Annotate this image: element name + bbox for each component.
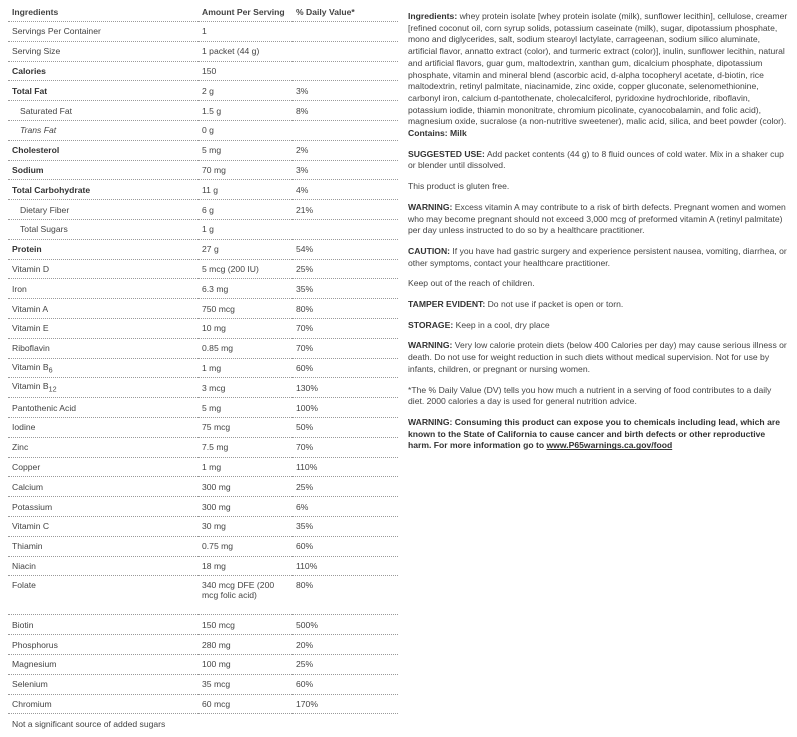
table-row: [8, 259, 398, 279]
gluten-free-note: This product is gluten free.: [408, 181, 510, 192]
row-dv: 500%: [292, 615, 398, 635]
row-amount: 35 mcg: [198, 674, 292, 694]
row-name: Riboflavin: [8, 338, 198, 358]
row-amount: 1.5 g: [198, 101, 292, 121]
row-amount: 0 g: [198, 120, 292, 140]
row-dv: 80%: [292, 299, 398, 319]
table-row: [8, 694, 398, 714]
caution-label: CAUTION:: [408, 245, 451, 256]
table-row: [8, 477, 398, 497]
row-name: [8, 358, 198, 378]
row-dv: 21%: [292, 200, 398, 220]
row-dv: 4%: [292, 180, 398, 200]
row-name: Chromium: [8, 694, 198, 714]
row-amount: 30 mg: [198, 516, 292, 536]
table-row: [8, 654, 398, 674]
row-dv: 110%: [292, 556, 398, 576]
row-amount: 150 mcg: [198, 615, 292, 635]
table-row: [8, 556, 398, 576]
row-dv: 60%: [292, 674, 398, 694]
row-name: Servings Per Container: [8, 22, 198, 42]
added-sugars-note: Not a significant source of added sugars: [12, 718, 166, 729]
row-dv: 3%: [292, 81, 398, 101]
row-dv: [292, 61, 398, 81]
ingredients-paragraph: [408, 11, 789, 140]
daily-value-note: *The % Daily Value (DV) tells you how much a nutrient in a serving of food contributes to a daily diet. 2000 calories a day is used for general nutrition advice.: [408, 384, 772, 407]
row-name: Folate: [8, 576, 198, 615]
row-amount: 1 packet (44 g): [198, 41, 292, 61]
table-row: [8, 576, 398, 615]
table-row: [8, 180, 398, 200]
row-dv: 70%: [292, 338, 398, 358]
row-dv: 35%: [292, 516, 398, 536]
row-amount: 0.75 mg: [198, 536, 292, 556]
table-row: [8, 398, 398, 418]
row-name: [8, 378, 198, 398]
children-note: Keep out of the reach of children.: [408, 278, 535, 289]
table-row: [8, 674, 398, 694]
row-name: Thiamin: [8, 536, 198, 556]
row-name: Serving Size: [8, 41, 198, 61]
row-name-text: Vitamin B: [12, 361, 49, 372]
row-dv: 25%: [292, 654, 398, 674]
ingredients-text: whey protein isolate [whey protein isolate (milk), sunflower lecithin], cellulose, creamer [refined coconut oil, corn syrup solids, potassium caseinate (milk), sugar, dipotassium phosphate, mono and diglycerides, salt, sodium stearoyl lactylate, carrageenan, sodium silico aluminate, artificial flavor, annatto extract (color), and turmeric extract (color)], inulin, sunflower lecithin, natural and artificial flavors, guar gum, maltodextrin, xanthan gum, dicalcium phosphate, dipotassium phosphate, vitamin and mineral blend (ascorbic acid, d-alpha tocopheryl acetate, d-biotin, rice maltodextrin, retinyl palmitate, niacinamide, zinc oxide, copper gluconate, selenomethionine, carbonyl iron, calcium d-pantothenate, cholecalciferol, pyridoxine hydrochloride, riboflavin, potassium iodide, thiamin mononitrate, chromium picolinate, cyanocobalamin, and folic acid), magnesium oxide, sucralose (a non-nutritive sweetener), malic acid, silica, and beet powder (color).: [408, 11, 788, 127]
row-dv: 50%: [292, 417, 398, 437]
storage-label: STORAGE:: [408, 319, 454, 330]
table-row: [8, 615, 398, 635]
row-name-subscript: 12: [48, 386, 57, 395]
row-amount: 1 mg: [198, 358, 292, 378]
vitamin-a-warning: [408, 202, 789, 237]
prop65-warning: [408, 417, 789, 452]
row-amount: 6.3 mg: [198, 279, 292, 299]
table-footnote-row: [8, 714, 398, 733]
row-name: Pantothenic Acid: [8, 398, 198, 418]
row-name: Total Sugars: [8, 219, 198, 239]
warning-text: Excess vitamin A may contribute to a risk of birth defects. Pregnant women and women who may become pregnant should not exceed 3,000 mcg of preformed vitamin A (retinyl palmitate) per day unless instructed to do so by a healthcare practitioner.: [408, 201, 786, 236]
table-row: [8, 160, 398, 180]
row-amount: 280 mg: [198, 635, 292, 655]
tamper-evident-paragraph: [408, 299, 789, 311]
row-dv: 170%: [292, 694, 398, 714]
table-row: [8, 497, 398, 517]
product-info-panel: [408, 11, 789, 461]
row-amount: 10 mg: [198, 318, 292, 338]
row-amount: 11 g: [198, 180, 292, 200]
tamper-label: TAMPER EVIDENT:: [408, 299, 486, 310]
row-amount: 18 mg: [198, 556, 292, 576]
row-name: Niacin: [8, 556, 198, 576]
row-name: Saturated Fat: [8, 101, 198, 121]
table-row: [8, 81, 398, 101]
warning-text: Very low calorie protein diets (below 400 Calories per day) may cause serious illness or death. Do not use for weight reduction in such diets without medical supervision. Not for use by infants, children, or pregnant or nursing women.: [408, 340, 787, 374]
table-row: [8, 635, 398, 655]
row-name: Vitamin D: [8, 259, 198, 279]
row-dv: 80%: [292, 576, 398, 615]
row-name: Magnesium: [8, 654, 198, 674]
row-name: Trans Fat: [8, 120, 198, 140]
table-row: [8, 41, 398, 61]
row-name: Biotin: [8, 615, 198, 635]
table-row: [8, 22, 398, 42]
row-amount: 75 mcg: [198, 417, 292, 437]
storage-paragraph: [408, 320, 789, 332]
row-name: Sodium: [8, 160, 198, 180]
table-header-row: [8, 3, 398, 22]
storage-text: Keep in a cool, dry place: [455, 319, 550, 330]
nutrition-table: [8, 3, 398, 733]
row-dv: 8%: [292, 101, 398, 121]
row-amount: 1 g: [198, 219, 292, 239]
suggested-use-text: Add packet contents (44 g) to 8 fluid ounces of cold water. Mix in a shaker cup or blender until dissolved.: [408, 148, 784, 171]
table-row: [8, 378, 398, 398]
prop65-text: WARNING: Consuming this product can expose you to chemicals including lead, which are known to the State of California to cause cancer and birth defects or other reproductive harm. For more information go to: [408, 416, 780, 451]
row-name: Calories: [8, 61, 198, 81]
table-row: [8, 101, 398, 121]
row-amount: 5 mg: [198, 140, 292, 160]
warning-label: WARNING:: [408, 201, 453, 212]
header-amount: Amount Per Serving: [198, 3, 292, 22]
row-name: Cholesterol: [8, 140, 198, 160]
row-name: Iron: [8, 279, 198, 299]
row-dv: 60%: [292, 358, 398, 378]
row-amount: 340 mcg DFE (200 mcg folic acid): [198, 576, 292, 615]
table-row: [8, 318, 398, 338]
suggested-use-paragraph: [408, 149, 789, 172]
table-row: [8, 516, 398, 536]
table-row: [8, 338, 398, 358]
row-name: Iodine: [8, 417, 198, 437]
table-row: [8, 358, 398, 378]
row-dv: 6%: [292, 497, 398, 517]
row-name: Vitamin A: [8, 299, 198, 319]
row-amount: 1 mg: [198, 457, 292, 477]
table-row: [8, 239, 398, 259]
row-dv: [292, 219, 398, 239]
row-dv: 110%: [292, 457, 398, 477]
table-row: [8, 140, 398, 160]
row-dv: 25%: [292, 477, 398, 497]
row-dv: 35%: [292, 279, 398, 299]
caution-text: If you have had gastric surgery and experience persistent nausea, vomiting, diarrhea, or other symptoms, contact your healthcare practitioner.: [408, 245, 787, 268]
row-amount: 2 g: [198, 81, 292, 101]
row-amount: 750 mcg: [198, 299, 292, 319]
row-amount: 300 mg: [198, 477, 292, 497]
row-dv: [292, 120, 398, 140]
row-amount: 70 mg: [198, 160, 292, 180]
row-dv: 100%: [292, 398, 398, 418]
row-amount: 5 mcg (200 IU): [198, 259, 292, 279]
table-row: [8, 417, 398, 437]
row-dv: 3%: [292, 160, 398, 180]
row-name: Total Carbohydrate: [8, 180, 198, 200]
tamper-text: Do not use if packet is open or torn.: [487, 299, 624, 310]
table-row: [8, 61, 398, 81]
row-dv: 130%: [292, 378, 398, 398]
row-amount: 3 mcg: [198, 378, 292, 398]
table-row: [8, 457, 398, 477]
row-name-subscript: 6: [48, 366, 53, 375]
prop65-link[interactable]: www.P65warnings.ca.gov/food: [546, 440, 673, 451]
table-row: [8, 120, 398, 140]
row-name: Phosphorus: [8, 635, 198, 655]
row-name-text: Vitamin B: [12, 381, 49, 392]
table-row: [8, 299, 398, 319]
contains-label: Contains: Milk: [408, 128, 467, 139]
suggested-use-label: SUGGESTED USE:: [408, 148, 485, 159]
table-row: [8, 437, 398, 457]
row-amount: 5 mg: [198, 398, 292, 418]
row-amount: 7.5 mg: [198, 437, 292, 457]
table-row: [8, 219, 398, 239]
ingredients-label: Ingredients:: [408, 11, 458, 21]
row-dv: 20%: [292, 635, 398, 655]
row-dv: 70%: [292, 318, 398, 338]
row-amount: 60 mcg: [198, 694, 292, 714]
row-dv: 2%: [292, 140, 398, 160]
row-name: Copper: [8, 457, 198, 477]
row-name: Total Fat: [8, 81, 198, 101]
row-name: Selenium: [8, 674, 198, 694]
row-name: Protein: [8, 239, 198, 259]
table-row: [8, 536, 398, 556]
row-dv: [292, 22, 398, 42]
low-calorie-warning: [408, 340, 789, 375]
row-amount: 150: [198, 61, 292, 81]
row-amount: 100 mg: [198, 654, 292, 674]
caution-paragraph: [408, 246, 789, 269]
header-ingredients: Ingredients: [8, 3, 198, 22]
row-dv: 54%: [292, 239, 398, 259]
row-dv: 60%: [292, 536, 398, 556]
row-amount: 300 mg: [198, 497, 292, 517]
row-amount: 6 g: [198, 200, 292, 220]
row-amount: 0.85 mg: [198, 338, 292, 358]
table-row: [8, 279, 398, 299]
row-dv: 25%: [292, 259, 398, 279]
row-dv: [292, 41, 398, 61]
row-dv: 70%: [292, 437, 398, 457]
header-daily-value: % Daily Value*: [292, 3, 398, 22]
table-row: [8, 200, 398, 220]
row-name: Vitamin E: [8, 318, 198, 338]
warning-label: WARNING:: [408, 340, 453, 351]
row-name: Zinc: [8, 437, 198, 457]
row-name: Calcium: [8, 477, 198, 497]
row-name: Vitamin C: [8, 516, 198, 536]
row-amount: 27 g: [198, 239, 292, 259]
row-name: Potassium: [8, 497, 198, 517]
row-amount: 1: [198, 22, 292, 42]
row-name: Dietary Fiber: [8, 200, 198, 220]
